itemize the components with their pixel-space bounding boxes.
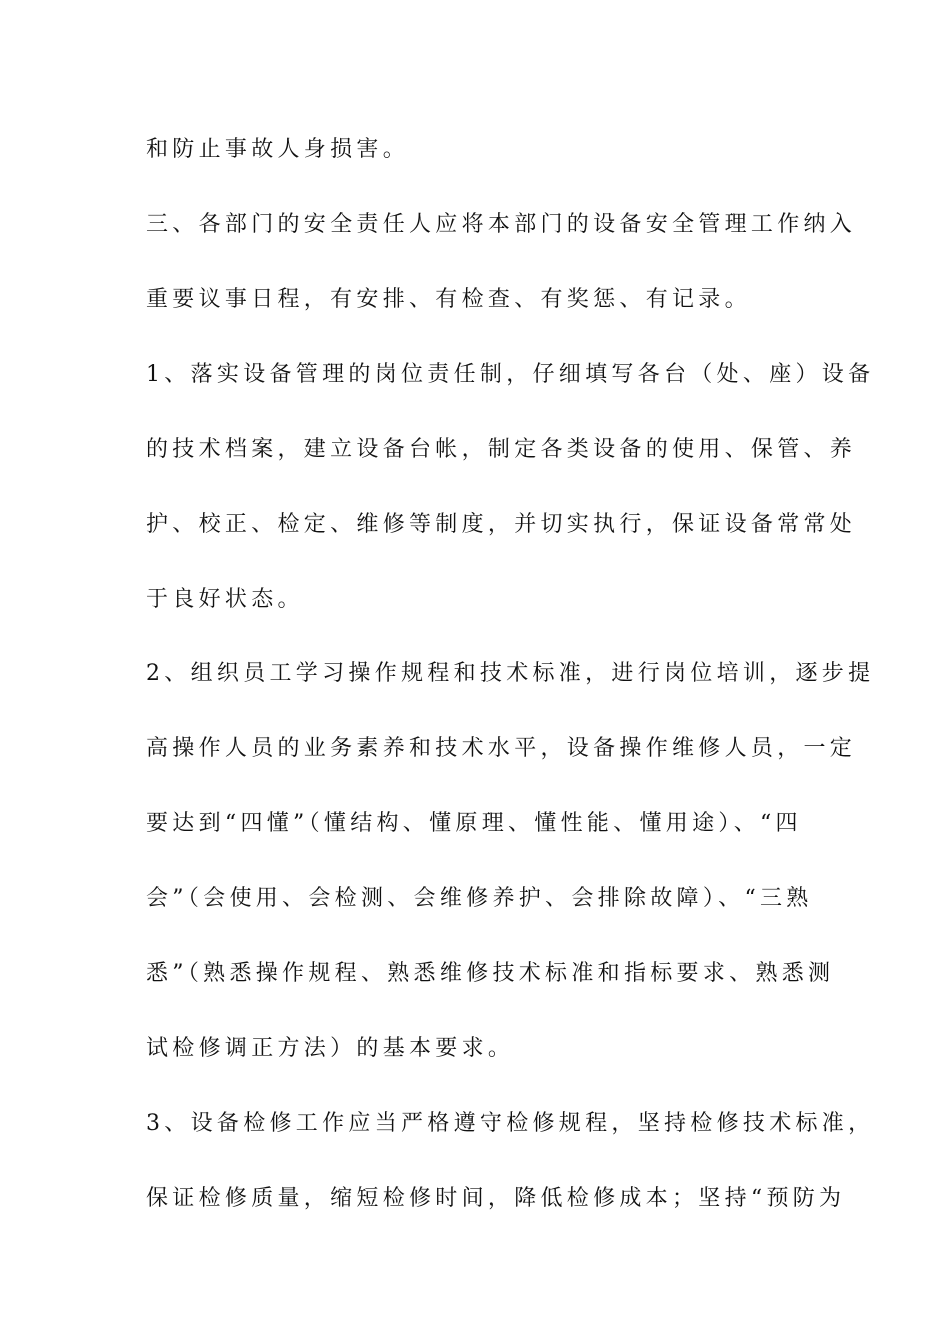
text-line: 要达到“四懂”（懂结构、懂原理、懂性能、懂用途）、“四 bbox=[146, 811, 802, 836]
text-line: 护、校正、检定、维修等制度，并切实执行，保证设备常常处 bbox=[146, 512, 857, 537]
text-line: 高操作人员的业务素养和技术水平，设备操作维修人员，一定 bbox=[146, 736, 857, 761]
text-line: 的技术档案，建立设备台帐，制定各类设备的使用、保管、养 bbox=[146, 437, 857, 462]
text-line: 和防止事故人身损害。 bbox=[146, 137, 410, 162]
list-item-3-line: 3、设备检修工作应当严格遵守检修规程，坚持检修技术标准， bbox=[146, 1111, 875, 1136]
list-item-1-line: 1、落实设备管理的岗位责任制，仔细填写各台（处、座）设备 bbox=[146, 362, 875, 387]
text-line: 重要议事日程，有安排、有检查、有奖惩、有记录。 bbox=[146, 287, 751, 312]
text-line: 于良好状态。 bbox=[146, 587, 304, 612]
section-heading-line: 三、各部门的安全责任人应将本部门的设备安全管理工作纳入 bbox=[146, 212, 857, 237]
text-line: 悉”（熟悉操作规程、熟悉维修技术标准和指标要求、熟悉测 bbox=[146, 961, 835, 986]
text-line: 试检修调正方法）的基本要求。 bbox=[146, 1036, 515, 1061]
text-line: 会”（会使用、会检测、会维修养护、会排除故障）、“三熟 bbox=[146, 886, 813, 911]
text-line: 保证检修质量，缩短检修时间，降低检修成本；坚持“预防为 bbox=[146, 1186, 846, 1211]
list-item-2-line: 2、组织员工学习操作规程和技术标准，进行岗位培训，逐步提 bbox=[146, 661, 875, 686]
